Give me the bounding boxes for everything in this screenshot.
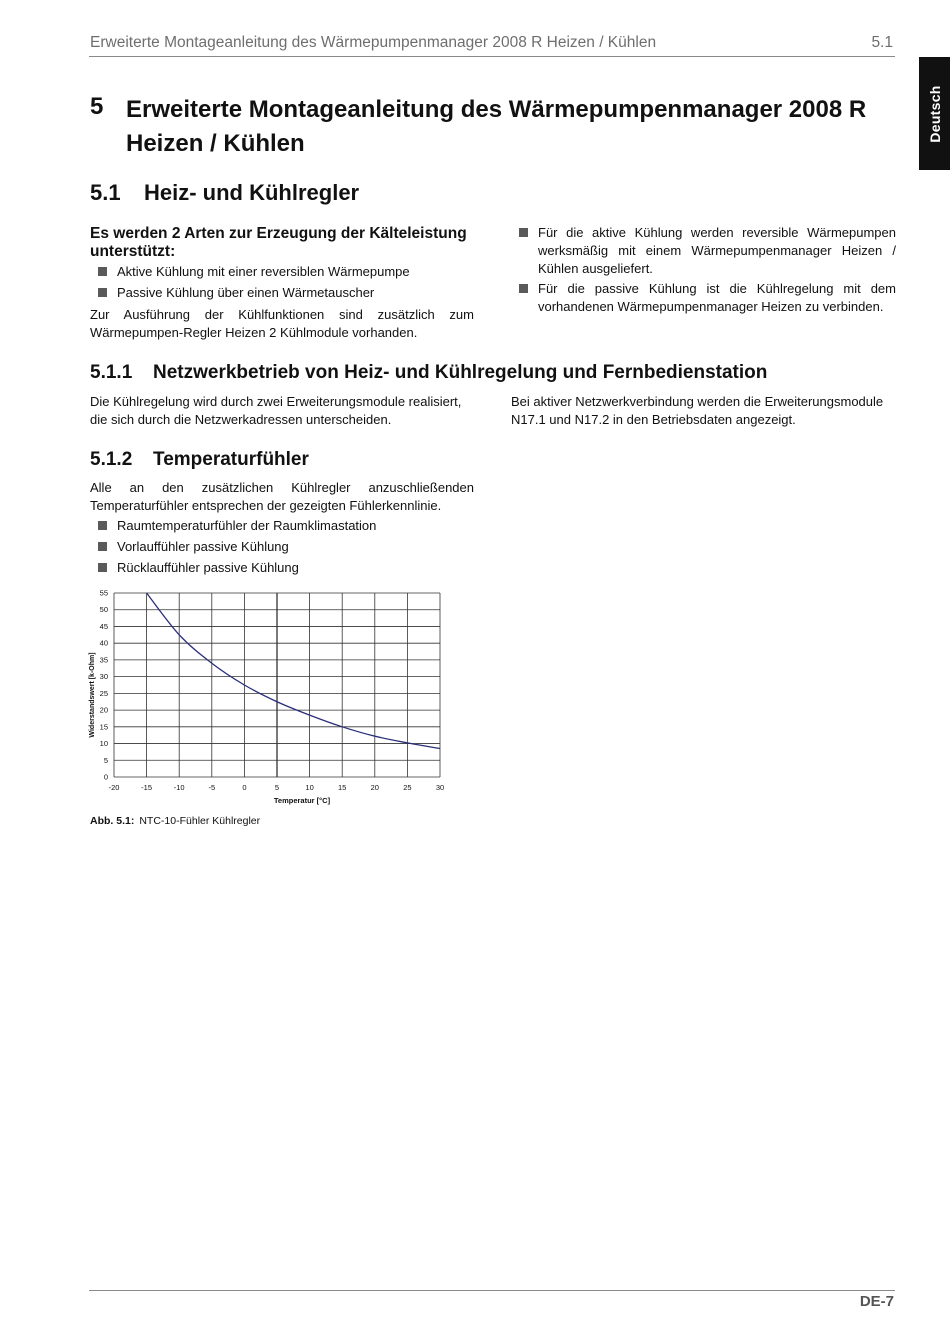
y-tick-label: 45 [99, 621, 108, 631]
x-tick-label: -10 [173, 783, 185, 792]
page-number: DE-7 [859, 1293, 894, 1310]
subsection-title: Temperaturfühler [153, 449, 309, 470]
x-tick-label: 30 [435, 783, 445, 792]
list-item-text: Passive Kühlung über einen Wärmetauscher [117, 285, 375, 300]
list-item [90, 263, 480, 281]
list-item [511, 280, 896, 316]
running-header-title: Erweiterte Montageanleitung des Wärmepumpenmanager 2008 R Heizen / Kühlen [90, 34, 657, 51]
subheading: Es werden 2 Arten zur Erzeugung der Kälteleistung unterstützt: [90, 225, 467, 260]
list-item-text: Vorlauffühler passive Kühlung [117, 539, 289, 554]
bullet-square-icon [519, 284, 528, 293]
bullet-square-icon [98, 521, 107, 530]
subsection-title: Netzwerkbetrieb von Heiz- und Kühlregelung und Fernbedienstation [153, 362, 768, 383]
paragraph-network-left: Die Kühlregelung wird durch zwei Erweiterungsmodule realisiert, die sich durch die Netzwerkadressen unterscheiden. [90, 394, 462, 427]
language-tab-label: Deutsch [926, 84, 943, 143]
list-item [90, 538, 480, 556]
subsection-number: 5.1.1 [90, 362, 133, 383]
x-tick-label: 5 [274, 783, 280, 792]
y-axis-label: Widerstandswert [k-Ohm] [89, 652, 96, 738]
list-item [90, 517, 480, 535]
bullet-square-icon [98, 288, 107, 297]
x-tick-label: 10 [305, 783, 314, 792]
list-item-text: Für die aktive Kühlung werden reversible Wärmepumpen werksmäßig mit einem Wärmepumpenmanager Heizen / Kühlen ausgeliefert. [538, 225, 896, 276]
bullet-square-icon [98, 542, 107, 551]
list-item [90, 559, 480, 577]
x-tick-label: -20 [108, 783, 120, 792]
bullet-list-cooling-details [511, 224, 896, 316]
paragraph-network-right: Bei aktiver Netzwerkverbindung werden die Erweiterungsmodule N17.1 und N17.2 in den Betriebsdaten angezeigt. [511, 394, 884, 427]
list-item [511, 224, 896, 278]
y-tick-label: 40 [99, 638, 108, 648]
y-tick-label: 30 [99, 672, 108, 682]
y-tick-label: 35 [99, 655, 108, 665]
language-tab [919, 57, 950, 170]
series-line [147, 593, 440, 749]
x-axis-label: Temperatur [°C] [273, 796, 331, 805]
header-rule [89, 56, 895, 57]
x-tick-label: -15 [141, 783, 153, 792]
list-item-text: Raumtemperaturfühler der Raumklimastation [117, 518, 377, 533]
y-tick-label: 0 [103, 772, 108, 782]
y-tick-label: 55 [99, 588, 108, 598]
y-tick-label: 20 [99, 705, 108, 715]
section-number: 5.1 [90, 180, 121, 205]
paragraph-sensors: Alle an den zusätzlichen Kühlregler anzuschließenden Temperaturfühler entsprechen der gezeigten Fühlerkennlinie. [90, 480, 474, 513]
chapter-number: 5 [90, 93, 104, 120]
x-tick-label: 0 [242, 783, 247, 792]
ntc-sensor-chart [88, 588, 458, 810]
y-tick-label: 25 [99, 688, 108, 698]
bullet-list-cooling-types [90, 263, 480, 302]
bullet-list-sensors [90, 517, 480, 577]
bullet-square-icon [98, 563, 107, 572]
y-tick-label: 50 [99, 605, 108, 615]
list-item [90, 284, 480, 302]
section-title: Heiz- und Kühlregler [144, 180, 360, 205]
figure-caption [90, 815, 260, 827]
chapter-title: Erweiterte Montageanleitung des Wärmepumpenmanager 2008 R Heizen / Kühlen [126, 96, 867, 157]
list-item-text: Rücklauffühler passive Kühlung [117, 560, 299, 575]
bullet-square-icon [519, 228, 528, 237]
x-tick-label: 20 [370, 783, 379, 792]
bullet-square-icon [98, 267, 107, 276]
x-tick-label: 25 [403, 783, 412, 792]
list-item-text: Aktive Kühlung mit einer reversiblen Wärmepumpe [117, 264, 410, 279]
paragraph-cooling-modules: Zur Ausführung der Kühlfunktionen sind zusätzlich zum Wärmepumpen-Regler Heizen 2 Kühlmodule vorhanden. [90, 307, 474, 340]
subsection-number: 5.1.2 [90, 449, 133, 470]
running-header-section: 5.1 [871, 34, 893, 51]
x-tick-label: 15 [338, 783, 347, 792]
x-tick-label: -5 [208, 783, 216, 792]
y-tick-label: 5 [103, 755, 108, 765]
y-tick-label: 10 [99, 739, 108, 749]
figure-caption-text: NTC-10-Fühler Kühlregler [139, 815, 261, 827]
figure-caption-label: Abb. 5.1: [90, 815, 135, 827]
y-tick-label: 15 [99, 722, 108, 732]
list-item-text: Für die passive Kühlung ist die Kühlregelung mit dem vorhandenen Wärmepumpenmanager Heizen zu verbinden. [538, 281, 896, 314]
footer-rule [89, 1290, 895, 1291]
